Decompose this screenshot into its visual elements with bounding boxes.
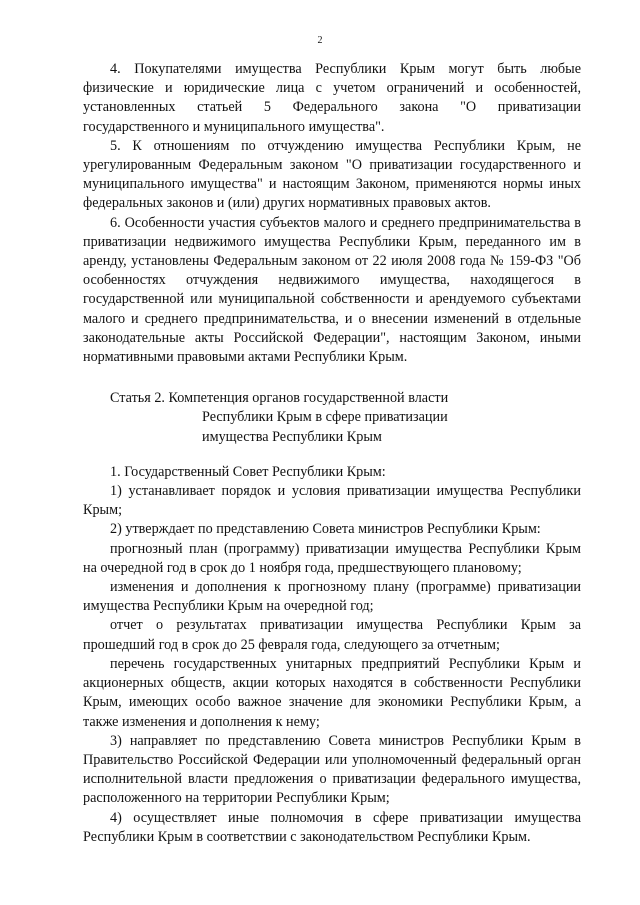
paragraph-enterprise-list: перечень государственных унитарных предприятий Республики Крым и акционерных обществ, акции которых находятся в собственности Республики Крым, имеющих особо важное значение для экономики Республики Крым, а также изменения и дополнения к нему;: [83, 655, 581, 730]
paragraph-subitem-4: 4) осуществляет иные полномочия в сфере приватизации имущества Республики Крым в соответствии с законодательством Республики Крым.: [83, 809, 581, 845]
paragraph-report: отчет о результатах приватизации имущества Республики Крым за прошедший год в срок до 25 февраля года, следующего за отчетным;: [83, 617, 581, 653]
paragraph-state-council: 1. Государственный Совет Республики Крым:: [110, 463, 386, 480]
paragraph-forecast-plan: прогнозный план (программу) приватизации имущества Республики Крым на очередной год в срок до 1 ноября года, предшествующего плановому;: [83, 540, 581, 576]
paragraph-item-5: 5. К отношениям по отчуждению имущества Республики Крым, не урегулированным Федеральным законом "О приватизации государственного и муниципального имущества" и настоящим Законом, применяются нормы иных федеральных законов и (или) других нормативных правовых актов.: [83, 137, 581, 212]
article-heading: [83, 389, 581, 447]
paragraph-item-6: 6. Особенности участия субъектов малого и среднего предпринимательства в приватизации недвижимого имущества Республики Крым, переданного им в аренду, установлены Федеральным законом от 22 июля 2008 года № 159-ФЗ "Об особенностях отчуждения недвижимого имущества, находящегося в государственной или муниципальной собственности и арендуемого субъектами малого и среднего предпринимательства, и о внесении изменений в отдельные законодательные акты Российской Федерации", настоящим Законом, иными нормативными правовыми актами Республики Крым.: [83, 214, 581, 366]
paragraph-plan-changes: изменения и дополнения к прогнозному плану (программе) приватизации имущества Республики Крым на очередной год;: [83, 579, 581, 615]
paragraph-subitem-2: 2) утверждает по представлению Совета министров Республики Крым:: [110, 521, 541, 538]
paragraph-subitem-3: 3) направляет по представлению Совета министров Республики Крым в Правительство Российской Федерации или уполномоченный федеральный орган исполнительной власти предложения о приватизации федерального имущества, расположенного на территории Республики Крым;: [83, 732, 581, 807]
article-heading-line-3: имущества Республики Крым: [202, 428, 382, 445]
article-heading-line-1: Статья 2. Компетенция органов государственной власти: [110, 390, 449, 407]
paragraph-item-4: 4. Покупателями имущества Республики Крым могут быть любые физические и юридические лица с учетом ограничений и особенностей, установленных статьей 5 Федерального закона "О приватизации государственного и муниципального имущества".: [83, 61, 581, 135]
article-heading-line-2: Республики Крым в сфере приватизации: [202, 409, 448, 426]
page-number: 2: [317, 35, 323, 46]
document-body: [83, 60, 581, 847]
paragraph-subitem-1: 1) устанавливает порядок и условия приватизации имущества Республики Крым;: [83, 483, 581, 519]
